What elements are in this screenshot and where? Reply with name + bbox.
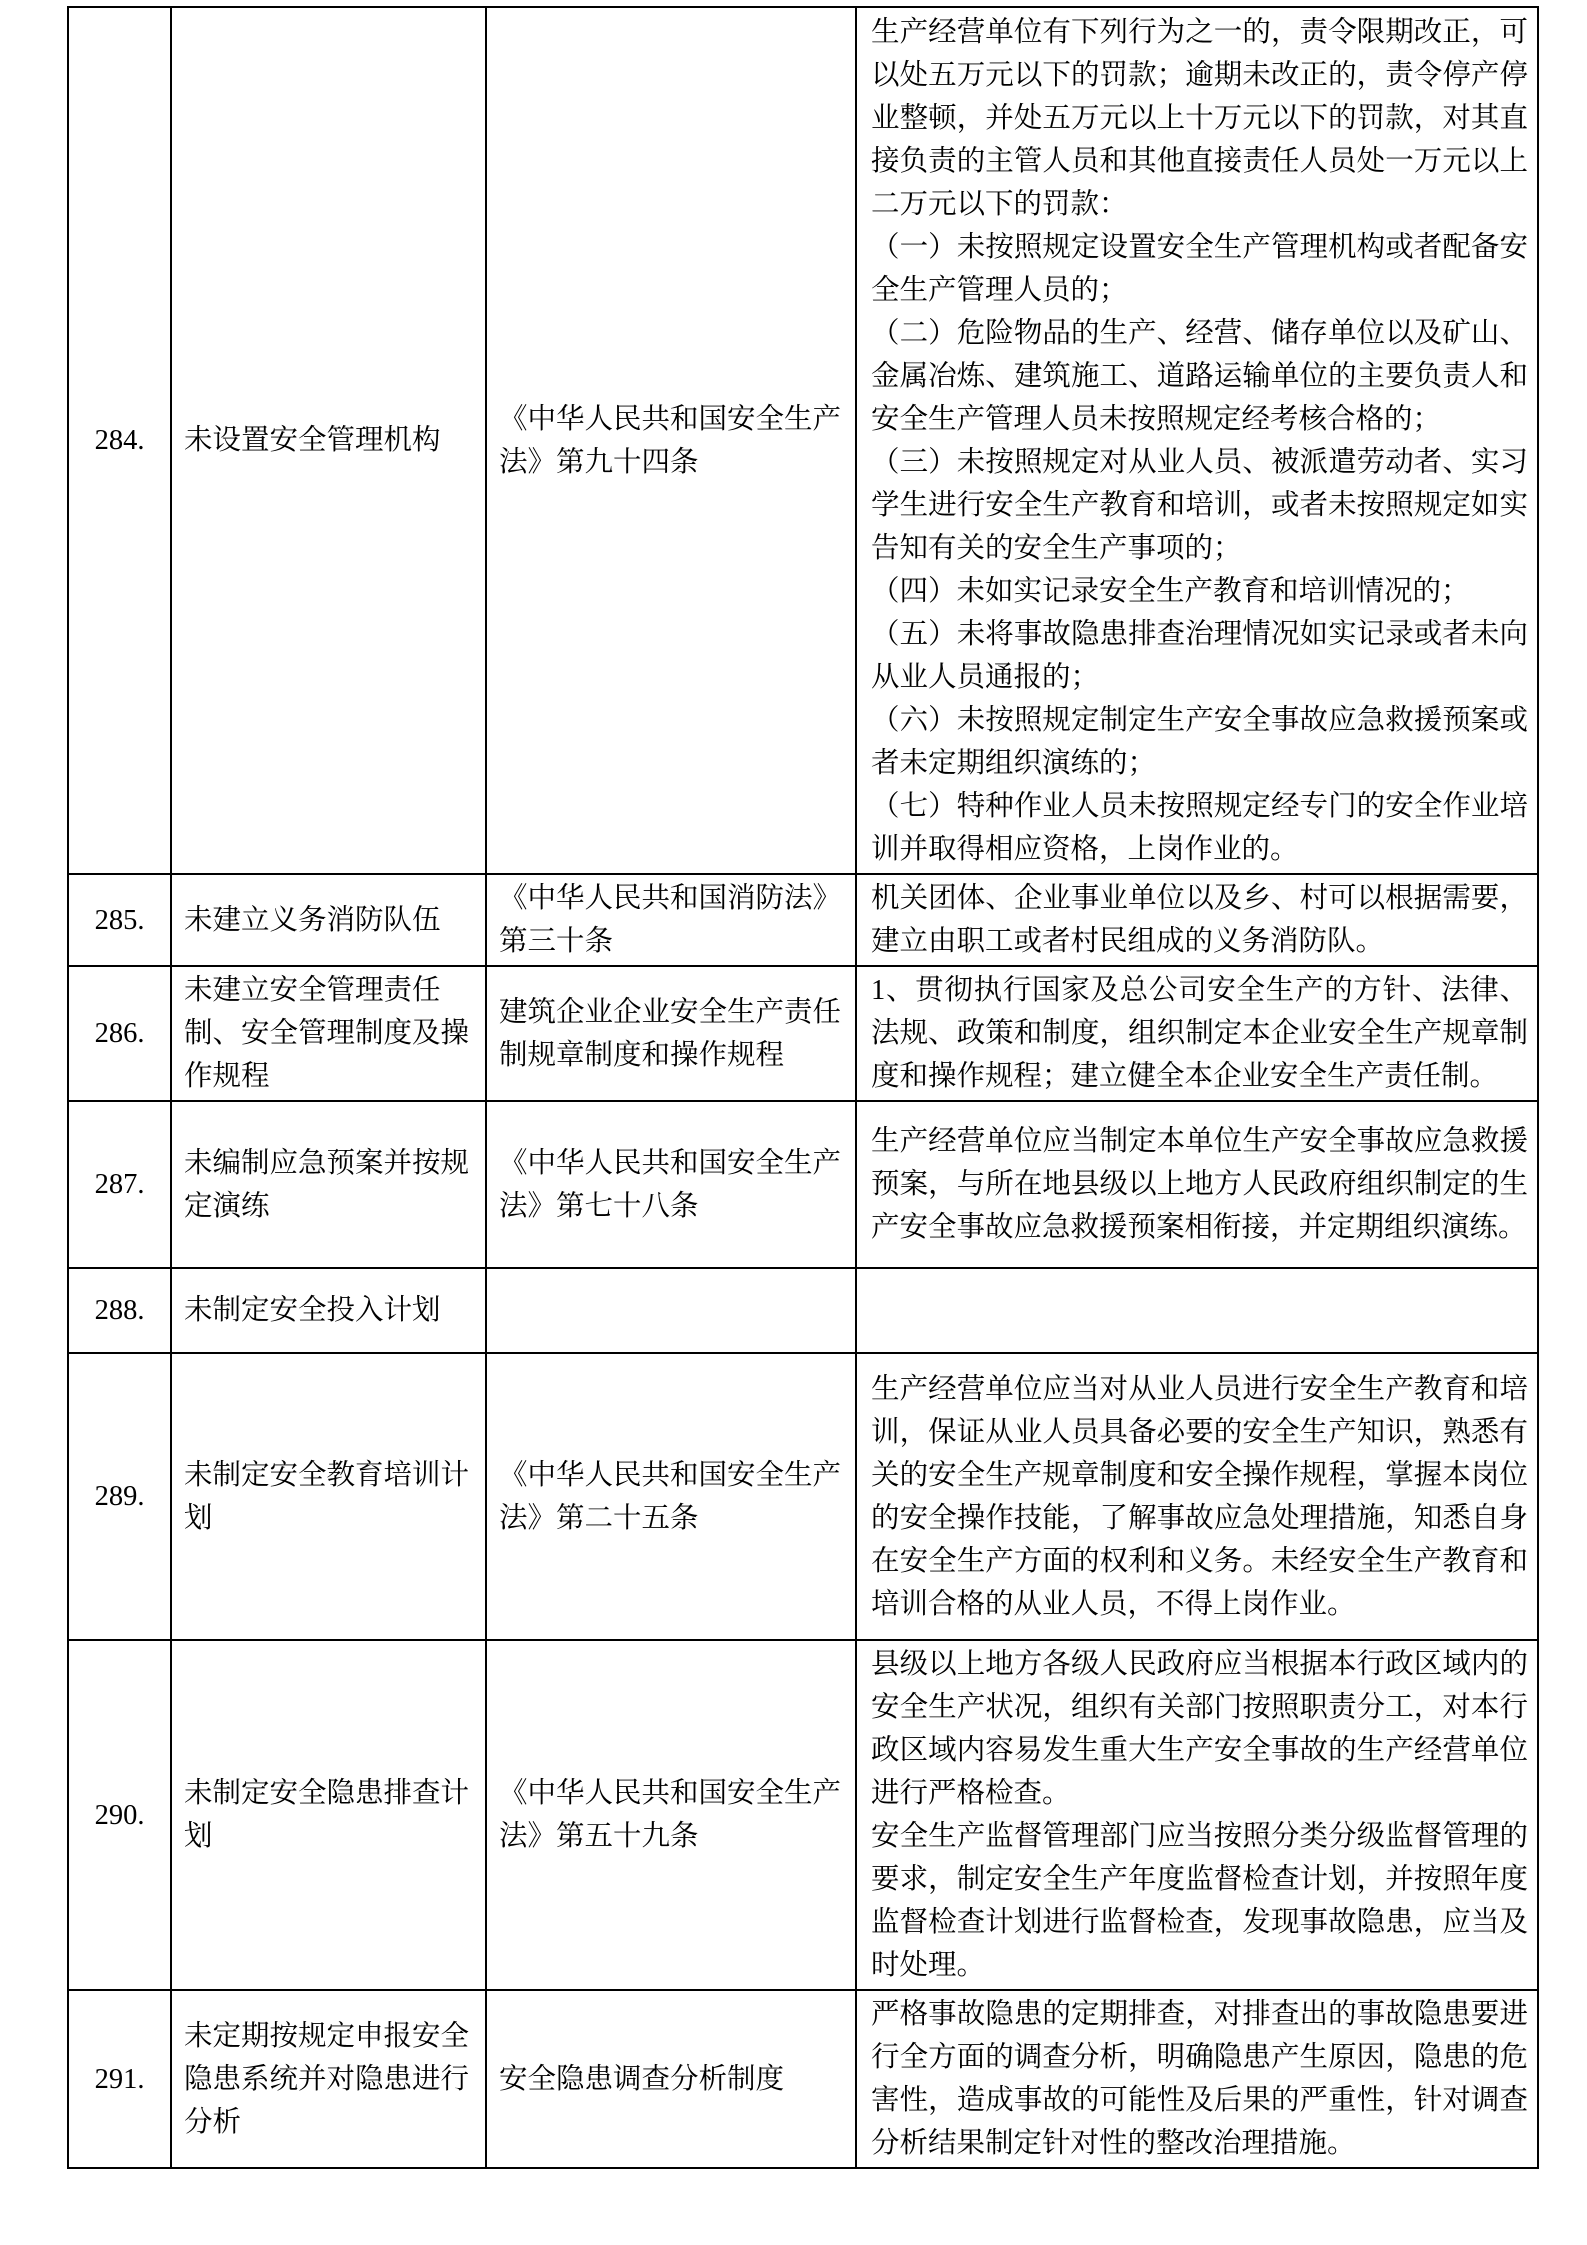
row-number-cell: 284. bbox=[68, 7, 171, 874]
description-paragraph: 县级以上地方各级人民政府应当根据本行政区域内的安全生产状况，组织有关部门按照职责分工，对本行政区域内容易发生重大生产安全事故的生产经营单位进行严格检查。 bbox=[871, 1649, 1528, 1809]
legal-basis-cell bbox=[486, 1268, 856, 1353]
description-paragraph: 机关团体、企业事业单位以及乡、村可以根据需要，建立由职工或者村民组成的义务消防队。 bbox=[871, 883, 1528, 957]
description-paragraph: 生产经营单位应当对从业人员进行安全生产教育和培训，保证从业人员具备必要的安全生产知识，熟悉有关的安全生产规章制度和安全操作规程，掌握本岗位的安全操作技能，了解事故应急处理措施，知悉自身在安全生产方面的权利和义务。未经安全生产教育和培训合格的从业人员，不得上岗作业。 bbox=[871, 1373, 1528, 1620]
legal-basis-cell: 《中华人民共和国安全生产法》第九十四条 bbox=[486, 7, 856, 874]
table-row bbox=[68, 7, 1538, 874]
description-paragraph: 生产经营单位应当制定本单位生产安全事故应急救援预案，与所在地县级以上地方人民政府组织制定的生产安全事故应急救援预案相衔接，并定期组织演练。 bbox=[871, 1126, 1528, 1243]
legal-basis-cell: 《中华人民共和国消防法》第三十条 bbox=[486, 874, 856, 966]
description-paragraph: （七）特种作业人员未按照规定经专门的安全作业培训并取得相应资格，上岗作业的。 bbox=[871, 790, 1528, 865]
row-number-cell: 290. bbox=[68, 1640, 171, 1990]
legal-basis-cell: 安全隐患调查分析制度 bbox=[486, 1990, 856, 2168]
description-paragraph: （五）未将事故隐患排查治理情况如实记录或者未向从业人员通报的； bbox=[871, 618, 1528, 693]
description-cell bbox=[856, 1353, 1538, 1640]
table-row bbox=[68, 966, 1538, 1101]
description-paragraph: （二）危险物品的生产、经营、储存单位以及矿山、金属冶炼、建筑施工、道路运输单位的主要负责人和安全生产管理人员未按照规定经考核合格的； bbox=[871, 317, 1528, 435]
description-paragraph: （三）未按照规定对从业人员、被派遣劳动者、实习学生进行安全生产教育和培训，或者未按照规定如实告知有关的安全生产事项的； bbox=[871, 446, 1528, 564]
table-row bbox=[68, 1640, 1538, 1990]
description-paragraph: 安全生产监督管理部门应当按照分类分级监督管理的要求，制定安全生产年度监督检查计划，并按照年度监督检查计划进行监督检查，发现事故隐患，应当及时处理。 bbox=[871, 1821, 1528, 1981]
description-cell bbox=[856, 874, 1538, 966]
row-number-cell: 288. bbox=[68, 1268, 171, 1353]
legal-basis-cell: 《中华人民共和国安全生产法》第二十五条 bbox=[486, 1353, 856, 1640]
table-row bbox=[68, 1101, 1538, 1268]
description-cell bbox=[856, 7, 1538, 874]
description-paragraph: （六）未按照规定制定生产安全事故应急救援预案或者未定期组织演练的； bbox=[871, 704, 1528, 779]
description-cell bbox=[856, 1640, 1538, 1990]
description-paragraph: 严格事故隐患的定期排查，对排查出的事故隐患要进行全方面的调查分析，明确隐患产生原因，隐患的危害性，造成事故的可能性及后果的严重性，针对调查分析结果制定针对性的整改治理措施。 bbox=[871, 1999, 1528, 2159]
description-cell bbox=[856, 1101, 1538, 1268]
description-paragraph: 1、贯彻执行国家及总公司安全生产的方针、法律、法规、政策和制度，组织制定本企业安全生产规章制度和操作规程；建立健全本企业安全生产责任制。 bbox=[871, 975, 1528, 1092]
description-paragraph: （四）未如实记录安全生产教育和培训情况的； bbox=[871, 575, 1470, 607]
violation-cell: 未定期按规定申报安全隐患系统并对隐患进行分析 bbox=[171, 1990, 486, 2168]
violation-cell: 未编制应急预案并按规定演练 bbox=[171, 1101, 486, 1268]
legal-basis-cell: 《中华人民共和国安全生产法》第五十九条 bbox=[486, 1640, 856, 1990]
regulations-table bbox=[67, 6, 1539, 2169]
row-number-cell: 286. bbox=[68, 966, 171, 1101]
row-number-cell: 287. bbox=[68, 1101, 171, 1268]
description-cell bbox=[856, 966, 1538, 1101]
table-body bbox=[68, 7, 1538, 2168]
table-row bbox=[68, 1268, 1538, 1353]
description-paragraph: （一）未按照规定设置安全生产管理机构或者配备安全生产管理人员的； bbox=[871, 231, 1528, 306]
description-cell bbox=[856, 1990, 1538, 2168]
table-row bbox=[68, 1353, 1538, 1640]
violation-cell: 未制定安全隐患排查计划 bbox=[171, 1640, 486, 1990]
table-row bbox=[68, 874, 1538, 966]
violation-cell: 未设置安全管理机构 bbox=[171, 7, 486, 874]
violation-cell: 未制定安全投入计划 bbox=[171, 1268, 486, 1353]
table-row bbox=[68, 1990, 1538, 2168]
row-number-cell: 291. bbox=[68, 1990, 171, 2168]
violation-cell: 未建立安全管理责任制、安全管理制度及操作规程 bbox=[171, 966, 486, 1101]
legal-basis-cell: 建筑企业企业安全生产责任制规章制度和操作规程 bbox=[486, 966, 856, 1101]
violation-cell: 未制定安全教育培训计划 bbox=[171, 1353, 486, 1640]
legal-basis-cell: 《中华人民共和国安全生产法》第七十八条 bbox=[486, 1101, 856, 1268]
row-number-cell: 289. bbox=[68, 1353, 171, 1640]
violation-cell: 未建立义务消防队伍 bbox=[171, 874, 486, 966]
row-number-cell: 285. bbox=[68, 874, 171, 966]
description-paragraph: 生产经营单位有下列行为之一的，责令限期改正，可以处五万元以下的罚款；逾期未改正的，责令停产停业整顿，并处五万元以上十万元以下的罚款，对其直接负责的主管人员和其他直接责任人员处一万元以上二万元以下的罚款： bbox=[871, 16, 1528, 220]
description-cell bbox=[856, 1268, 1538, 1353]
